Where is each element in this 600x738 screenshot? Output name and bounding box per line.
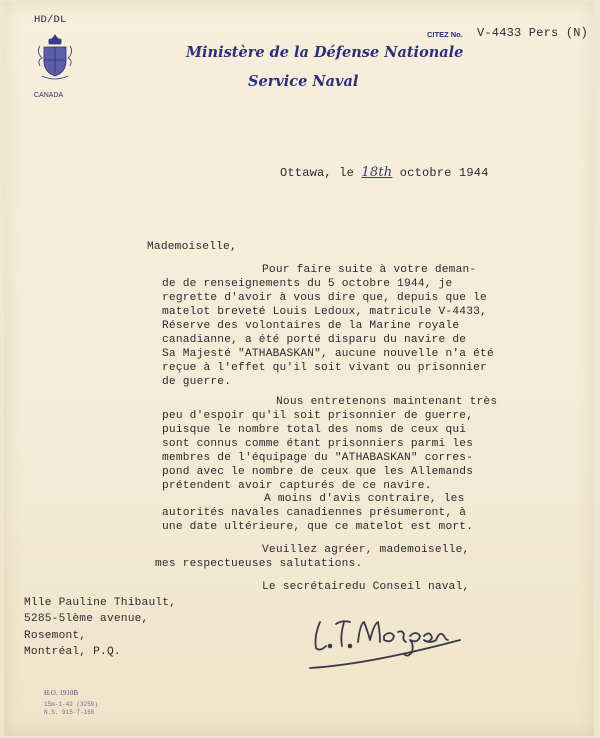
coat-of-arms-label: CANADA xyxy=(34,92,64,99)
paragraph-2-line: Nous entretenons maintenant très xyxy=(276,396,498,408)
ministry-name: Ministère de la Défense Nationale xyxy=(186,44,464,61)
paragraph-2-line: pond avec le nombre de ceux que les Allemands xyxy=(162,466,474,478)
date-day-handwritten: 18th xyxy=(361,165,393,180)
closing-title-after: du Conseil naval, xyxy=(351,581,470,593)
file-reference: HD/DL xyxy=(34,14,67,26)
addressee-line: 5285-5lème avenue, xyxy=(24,613,149,625)
addressee-line: Mlle Pauline Thibault, xyxy=(24,597,177,609)
date-line xyxy=(280,166,489,180)
paragraph-1-line: de de renseignements du 5 octobre 1944, je xyxy=(162,278,453,290)
form-code: H.O. 1910B xyxy=(44,689,79,697)
paragraph-1-line: canadianne, a été porté disparu du navire de xyxy=(162,334,467,346)
date-prefix: Ottawa, le xyxy=(280,166,355,180)
paragraph-2-line: membres de l'équipage du "ATHABASKAN" corres- xyxy=(162,452,474,464)
form-stamp-line: N.S. 915-7-166 xyxy=(44,709,95,716)
paragraph-4-line: mes respectueuses salutations. xyxy=(155,558,363,570)
paragraph-2-line: peu d'espoir qu'il soit prisonnier de guerre, xyxy=(162,410,474,422)
paragraph-3-line: une date ultérieure, que ce matelot est mort. xyxy=(162,521,474,533)
paragraph-1-line: regrette d'avoir à vous dire que, depuis que le xyxy=(162,292,487,304)
paragraph-3-line: autorités navales canadiennes présumeront, à xyxy=(162,507,467,519)
addressee-line: Montréal, P.Q. xyxy=(24,646,121,658)
paragraph-4-line: Veuillez agréer, mademoiselle, xyxy=(262,544,470,556)
citizen-label: CITEZ No. xyxy=(427,30,463,39)
coat-of-arms-icon xyxy=(32,32,78,90)
paragraph-2-line: puisque le nombre total des noms de ceux qui xyxy=(162,424,467,436)
paragraph-3-line: A moins d'avis contraire, les xyxy=(264,493,465,505)
paragraph-1-line: de guerre. xyxy=(162,376,232,388)
closing-title-before: Le secrétaire xyxy=(262,581,352,593)
addressee-line: Rosemont, xyxy=(24,630,87,642)
date-suffix: octobre 1944 xyxy=(399,166,489,180)
paragraph-1-line: Pour faire suite à votre deman- xyxy=(262,264,477,276)
paragraph-2-line: prétendent avoir capturés de ce navire. xyxy=(162,480,432,492)
citizen-reference: V-4433 Pers (N) xyxy=(477,26,589,40)
paragraph-2-line: sont connus comme étant prisonniers parmi les xyxy=(162,438,474,450)
salutation: Mademoiselle, xyxy=(147,241,237,253)
form-stamp-line: 15m-1-42 (3259) xyxy=(44,701,99,708)
service-name: Service Naval xyxy=(248,73,359,90)
paragraph-1-line: matelot breveté Louis Ledoux, matricule V-4433, xyxy=(162,306,487,318)
paragraph-1-line: Sa Majesté "ATHABASKAN", aucune nouvelle n'a été xyxy=(162,348,494,360)
closing-title xyxy=(262,581,469,594)
handwritten-signature xyxy=(290,602,480,674)
paragraph-1-line: Réserve des volontaires de la Marine royale xyxy=(162,320,460,332)
paragraph-1-line: reçue à l'effet qu'il soit vivant ou prisonnier xyxy=(162,362,487,374)
